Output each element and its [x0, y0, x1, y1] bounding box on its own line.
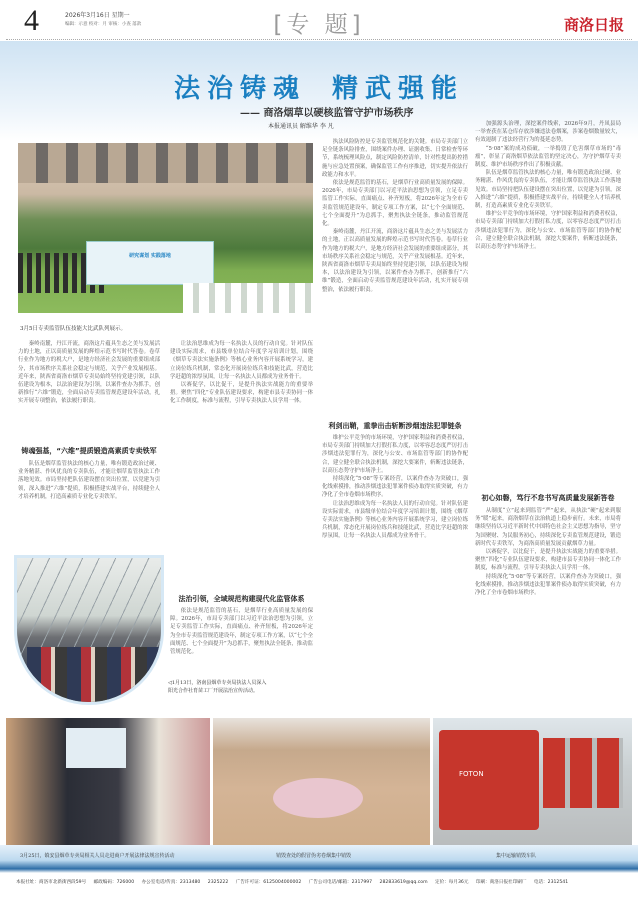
paragraph: 以赛促学，以比促干，是提升执法实战能力的重要举措。聚焦“四化”专业队伍建设要求，构建市县专卖协同一体化工作制度，标准与流程，引导专卖执法人员学用一体。 — [475, 549, 621, 572]
section-text — [170, 607, 313, 675]
truck-brand: FOTON — [459, 770, 484, 778]
photo-caption: 集中运输销毁车队 — [496, 853, 537, 859]
section-text — [18, 460, 160, 552]
paragraph: 加强源头治理，深挖案件线索，2026年9月，丹凤县局一举查获在某仓库存放涉嫌违法卷烟案，涉案卷烟数量较大，有效遏制了违法经营行为的蔓延态势。 — [475, 121, 621, 144]
subtitle: —— 商洛烟草以硬核监管守护市场秩序 — [240, 108, 414, 119]
header-divider — [6, 39, 632, 40]
destruction-site-photo — [213, 718, 430, 846]
paragraph: 维护公平竞争的市场环境，守护国家利益和消费者权益，市局专卖部门持续加大打假打私力度，以零容忍态度严厉打击涉烟违法犯罪行为，深化与公安、市场监管等部门的协作配合，建立健全联合执法机制，深挖大要案件，斩断违法链条，以高压态势守护市场净土。 — [475, 211, 621, 251]
photo-people — [27, 647, 164, 702]
paragraph: 维护公平竞争的市场环境，守护国家利益和消费者权益，市局专卖部门持续加大打假打私力度，以零容忍态度严厉打击涉烟违法犯罪行为，深化与公安、市场监管等部门的协作配合，建立健全联合执法机制，深挖大要案件，斩断违法链条，以高压态势守护市场净土。 — [322, 435, 468, 474]
section-text — [322, 138, 468, 418]
intro-text — [18, 340, 160, 440]
greenhouse-photo — [14, 555, 164, 705]
paragraph: 依法是规范监管的基石，是烟草行业高质量发展的保障。2026年，市局专卖部门以习近平法治思想为引领，立足专卖监管工作实际，直面痛点、补齐短板，将2026年定为全市专卖监管规范建设年，制定专项工作方案，以“七个全面规范、七个全面提升”为总抓手，聚焦执法全链条，推动监管规范化。 — [322, 180, 468, 228]
issue-date: 2026年3月16日 星期一 — [65, 12, 130, 19]
section-label: [专 题] — [273, 12, 365, 38]
truck — [439, 730, 539, 830]
greenhouse-photo-caption: ◁1月13日，洛南县烟草专卖局执法人员深入阳光合作社育苗工厂开展法治宣传活动。 — [168, 680, 267, 694]
section-text — [475, 507, 621, 710]
paragraph: 执法风险防控是专卖监管规范化的关键。市局专卖部门立足全链条风险排查，围绕案件办理、证据收集、日常检查等环节，系统梳理风险点，制定风险防控清单，针对性提出防控措施与应急处置预案，确保监管工作有序推进，切实提升依法行政能力和水平。 — [322, 139, 468, 178]
truck-convoy-photo — [433, 718, 632, 846]
paragraph: 让法治思维成为每一名执法人员的行动自觉。针对队伍建设实际需求，市县级单位结合年度学习培训计划，围绕《烟草专卖法实施条例》等核心业务内容开展系统学习，建立岗位练兵机制，常态化开展岗位练兵和技能比武，营造比学赶超的浓厚氛围，让每一名执法人员都成为业务骨干。 — [170, 341, 313, 380]
cigarette-pile — [273, 778, 363, 818]
page-title: 法治铸魂 精武强能 — [173, 74, 465, 104]
shop-publicity-photo — [6, 718, 210, 846]
section-heading: 铸魂强基，“六维”提质锻造高素质专卖铁军 — [21, 447, 157, 455]
section-text — [170, 340, 313, 590]
photo-chairs — [183, 283, 313, 313]
page-number: 4 — [24, 4, 39, 37]
caption-band — [0, 845, 638, 873]
paragraph: 秦岭南麓，丹江开流，商洛这片蕴具生态之美与发展活力的土地，正以高质量发展的辉煌示范书写时代答卷。卷草行业作为地方的税大户，是地方经济社会发展的重要组成部分，其市场秩序关系社会稳定与规范，关乎产业发展根基。近年来，陕西省商洛市烟草专卖局始终坚持党建引领，以队伍建设为根本，以法治建设为引领，以案件查办为抓手，创新推行“六维”锻造，全面启动专卖监管规范建设年活动，扎实开展专项整治，依法履行职责。 — [18, 341, 160, 405]
paragraph: 以赛促学，以比促干，是提升执法实战能力的重要举措。聚焦“四化”专业队伍建设要求，构建市县专卖协同一体化工作制度，标准与流程，引导专卖执法人员学用一体。 — [170, 382, 313, 405]
byline: 本报通讯员 解维华 李 凡 — [268, 123, 334, 130]
paragraph: 从制度“立”起来到监管“严”起来，从执法“硬”起来到服务“暖”起来，商洛烟草在法治轨道上稳步前行。未来，市局将继续坚持以习近平新时代中国特色社会主义思想为指导，坚守为国聚财、为民服务初心，持续深化专卖监管规范建设，锻造新时代专卖铁军，为商洛高质量发展贡献烟草力量。 — [475, 508, 621, 547]
paragraph: 队伍是烟草监管执法的核心力量，唯有锻造政治过硬、业务精湛、作风优良的专卖队伍，才能让烟草监管执法工作落地见效。市局坚持把队伍建设摆在突出位置，以党建为引领，深入推进“六维”提质，积极搭建实战平台，持续健全人才培养机制，打造高素质专业化专卖铁军。 — [475, 170, 621, 210]
main-photo — [18, 143, 313, 313]
section-text — [475, 120, 621, 488]
section-heading: 利剑出鞘，重拳出击斩断涉烟违法犯罪链条 — [328, 422, 462, 430]
paragraph: 依法是规范监管的基石，是烟草行业高质量发展的保障。2026年，市局专卖部门以习近平法治思想为引领，立足专卖监管工作实际，直面痛点、补齐短板，将2026年定为全市专卖监管规范建设年，制定专项工作方案，以“七个全面规范、七个全面提升”为总抓手，聚焦执法全链条，推动监管规范化。 — [170, 608, 313, 656]
brochure — [66, 728, 126, 768]
paragraph: 秦岭南麓，丹江开流，商洛这片蕴具生态之美与发展活力的土地，正以高质量发展的辉煌示范书写时代答卷。卷草行业作为地方的税大户，是地方经济社会发展的重要组成部分，其市场秩序关系社会稳定与规范，关乎产业发展根基。近年来，陕西省商洛市烟草专卖局始终坚持党建引领，以队伍建设为根本，以法治建设为引领，以案件查办为抓手，创新推行“六维”锻造，全面启动专卖监管规范建设年活动，扎实开展专项整治，依法履行职责。 — [322, 229, 468, 293]
paragraph: 队伍是烟草监管执法的核心力量，唯有锻造政治过硬、业务精湛、作风优良的专卖队伍，才能让烟草监管执法工作落地见效。市局坚持把队伍建设摆在突出位置，以党建为引领，深入推进“六维”提质，积极搭建实战平台，持续健全人才培养机制，打造高素质专业化专卖铁军。 — [18, 461, 160, 500]
section-text — [322, 434, 468, 710]
footer-info: 本报社址：商洛市北新街西段59号 邮政编码：726000 办公室电话/传真：2313480 2325222 广告许可证：6125004000002 广告公司电话/邮箱：2317997 282833619@qq.com 定价：每月36元 印刷：商洛日报社印刷厂 电话：2312541 — [16, 880, 569, 885]
section-heading: 法治引领，全域规范构建现代化监管体系 — [178, 595, 305, 603]
photo-caption: 销毁查处的假冒伪劣卷烟集中销毁 — [276, 853, 352, 859]
photo-caption: 3月25日，镇安县烟草专卖局相关人员走进商户开展法律法规宣传活动 — [20, 853, 175, 859]
section-heading: 初心如磐，笃行不怠书写高质量发展新答卷 — [481, 494, 615, 502]
building-windows — [18, 143, 313, 183]
paragraph: 持续深化“5·08”等专案经营，以案件查办为突破口，强化线索摸排，推动涉烟违法犯罪案件侦办取得实质突破，有力净化了全市卷烟市场秩序。 — [475, 573, 621, 597]
editors-line: 编辑：示意 校对：月 审核：小查 落款 — [65, 22, 142, 27]
paragraph: “5·08”案的成功侦破，一举捣毁了危害烟草市场的“毒瘤”，彰显了商洛烟草依法监管的坚定决心，为守护烟草专卖制度、维护市场秩序作出了积极贡献。 — [475, 145, 621, 169]
newspaper-logo: 商洛日报 — [563, 16, 624, 34]
event-board: 研究谋划 实践落地 — [86, 241, 214, 285]
paragraph: 持续深化“5·08”等专案经营，以案件查办为突破口，强化线索摸排，推动涉烟违法犯罪案件侦办取得实质突破，有力净化了全市卷烟市场秩序。 — [322, 476, 468, 499]
paragraph: 让法治思维成为每一名执法人员的行动自觉。针对队伍建设实际需求，市县级单位结合年度学习培训计划，围绕《烟草专卖法实施条例》等核心业务内容开展系统学习，建立岗位练兵机制，常态化开展岗位练兵和技能比武，营造比学赶超的浓厚氛围，让每一名执法人员都成为业务骨干。 — [322, 500, 468, 540]
truck-row — [543, 738, 623, 808]
main-photo-caption: 3月5日专卖监管队伍技能大比武队列展示。 — [20, 326, 126, 332]
